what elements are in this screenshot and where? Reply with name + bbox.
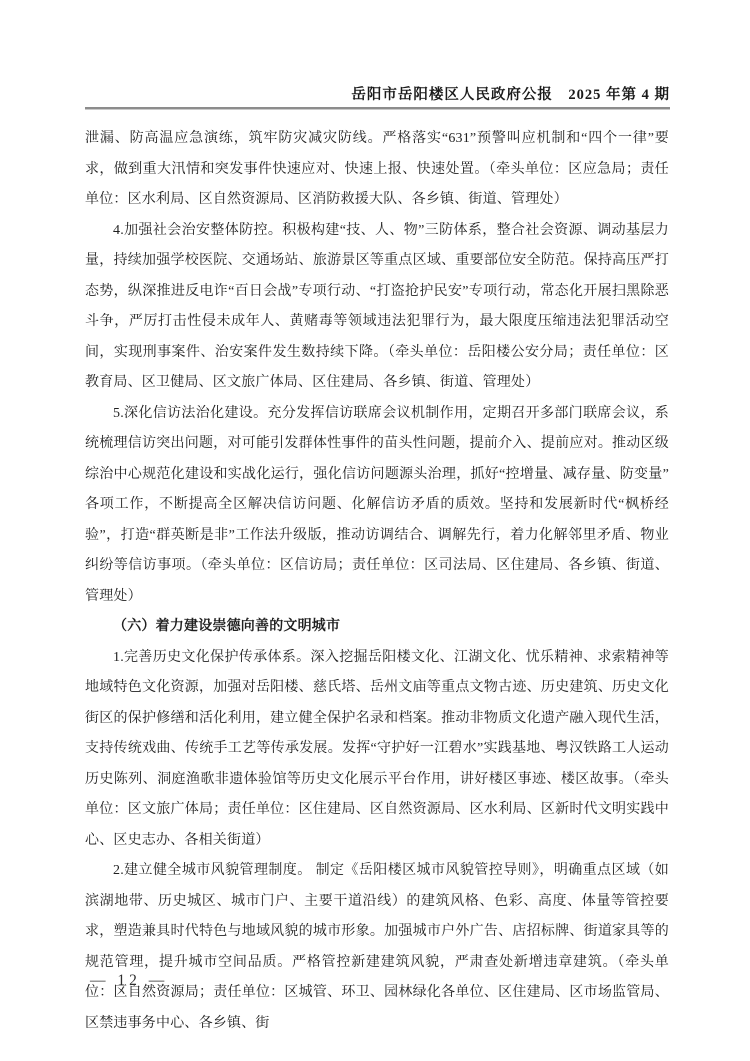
header-rule xyxy=(85,107,670,110)
page-header xyxy=(85,86,670,110)
body-paragraph-continuation: 泄漏、防高温应急演练，筑牢防灾减灾防线。严格落实“631”预警叫应机制和“四个一律”要求，做到重大汛情和突发事件快速应对、快速上报、快速处置。（牵头单位：区应急局；责任单位：区水利局、区自然资源局、区消防救援大队、各乡镇、街道、管理处） xyxy=(85,131,669,207)
gazette-header-title: 岳阳市岳阳楼区人民政府公报 2025 年第 4 期 xyxy=(351,87,670,103)
body-paragraph-item-5: 5.深化信访法治化建设。充分发挥信访联席会议机制作用，定期召开多部门联席会议，系统梳理信访突出问题，对可能引发群体性事件的苗头性问题，提前介入、提前应对。推动区级综治中心规范化建设和实战化运行，强化信访问题源头治理，抓好“控增量、减存量、防变量”各项工作，不断提高全区解决信访问题、化解信访矛盾的质效。坚持和发展新时代“枫桥经验”，打造“群英断是非”工作法升级版，推动访调结合、调解先行，着力化解邻里矛盾、物业纠纷等信访事项。（牵头单位：区信访局；责任单位：区司法局、区住建局、各乡镇、街道、管理处） xyxy=(85,405,669,604)
body-paragraph-item-2: 2.建立健全城市风貌管理制度。 制定《岳阳楼区城市风貌管控导则》，明确重点区域（如滨湖地带、历史城区、城市门户、主要干道沿线）的建筑风格、色彩、高度、体量等管控要求，塑造兼具时代特色与地域风貌的城市形象。加强城市户外广告、店招标牌、街道家具等的规范管理，提升城市空间品质。严格管控新建建筑风貌，严肃查处新增违章建筑。（牵头单位：区自然资源局；责任单位：区城管、环卫、园林绿化各单位、区住建局、区市场监管局、区禁违事务中心、各乡镇、街 xyxy=(85,863,669,1031)
section-heading-6: （六）着力建设崇德向善的文明城市 xyxy=(113,619,341,634)
page-footer xyxy=(90,972,168,990)
body-paragraph-item-1: 1.完善历史文化保护传承体系。深入挖掘岳阳楼文化、江湖文化、忧乐精神、求索精神等地域特色文化资源，加强对岳阳楼、慈氏塔、岳州文庙等重点文物古迹、历史建筑、历史文化街区的保护修缮和活化利用，建立健全保护名录和档案。推动非物质文化遗产融入现代生活，支持传统戏曲、传统手工艺等传承发展。发挥“守护好一江碧水”实践基地、粤汉铁路工人运动历史陈列、洞庭渔歌非遗体验馆等历史文化展示平台作用，讲好楼区事迹、楼区故事。（牵头单位：区文旅广体局；责任单位：区住建局、区自然资源局、区水利局、区新时代文明实践中心、区史志办、各相关街道） xyxy=(85,649,669,848)
document-body xyxy=(85,124,669,1039)
body-paragraph-item-4: 4.加强社会治安整体防控。积极构建“技、人、物”三防体系，整合社会资源、调动基层力量，持续加强学校医院、交通场站、旅游景区等重点区域、重要部位安全防范。保持高压严打态势，纵深推进反电诈“百日会战”专项行动、“打盗抢护民安”专项行动，常态化开展扫黑除恶斗争，严厉打击性侵未成年人、黄赌毒等领域违法犯罪行为，最大限度压缩违法犯罪活动空间，实现刑事案件、治安案件发生数持续下降。（牵头单位：岳阳楼公安分局；责任单位：区教育局、区卫健局、区文旅广体局、区住建局、各乡镇、街道、管理处） xyxy=(85,222,669,390)
page-number: — 12 — xyxy=(90,972,169,989)
